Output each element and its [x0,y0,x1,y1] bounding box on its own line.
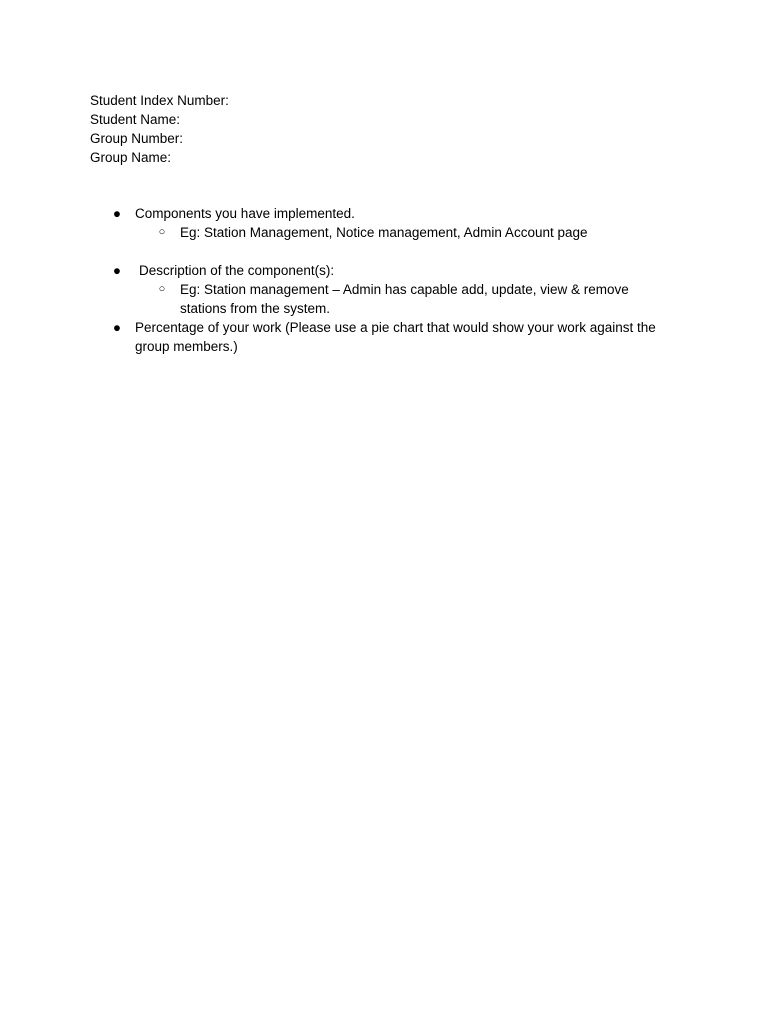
description-example-text: Eg: Station management – Admin has capable add, update, view & remove stations from the system. [180,282,629,316]
student-info-fields [90,91,229,167]
sub-bullet-circle-icon: ○ [158,283,166,295]
bullet-components [0,204,680,242]
components-example-text: Eg: Station Management, Notice management, Admin Account page [180,225,588,240]
description-label: Description of the component(s): [139,263,335,278]
bullet-dot-icon: ● [112,320,122,335]
bullet-list [0,204,768,356]
group-number-label: Group Number: [90,131,184,146]
group-name-label: Group Name: [90,150,172,165]
spacer [0,242,768,261]
components-label: Components you have implemented. [135,206,355,221]
bullet-dot-icon: ● [112,263,122,278]
bullet-description [0,261,680,318]
student-index-number-label: Student Index Number: [90,93,229,108]
percentage-label: Percentage of your work (Please use a pie chart that would show your work against the group members.) [135,320,656,354]
components-example-item [135,223,650,242]
bullet-percentage [0,318,680,356]
description-example-item [135,280,650,318]
sub-bullet-circle-icon: ○ [158,226,166,238]
bullet-dot-icon: ● [112,206,122,221]
student-name-label: Student Name: [90,112,181,127]
